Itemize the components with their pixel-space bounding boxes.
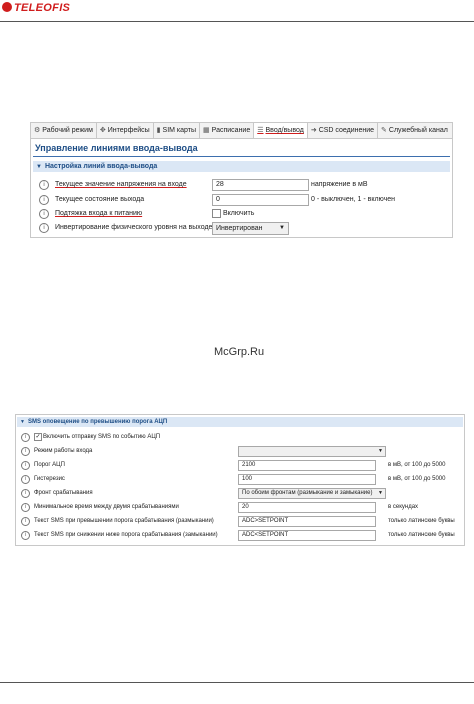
- tab-work-mode[interactable]: [31, 123, 97, 138]
- front-select-value: По обоим фронтам (размыкание и замыкание): [242, 490, 373, 496]
- voltage-row: [31, 179, 452, 192]
- header-rule: [0, 21, 474, 22]
- output-state-note: 0 - выключен, 1 - включен: [311, 196, 396, 203]
- stack-icon: ☰: [257, 127, 264, 134]
- page-header: [0, 0, 474, 22]
- gear-icon: ⚙: [34, 127, 41, 134]
- sms-close-note: только латинские буквы: [388, 532, 455, 538]
- min-time-field[interactable]: 20: [238, 502, 376, 513]
- chevron-down-icon: ▼: [378, 490, 383, 496]
- info-icon: i: [21, 475, 30, 484]
- tab-schedule[interactable]: [200, 123, 254, 138]
- sms-adc-window: [15, 414, 465, 546]
- wrench-icon: ✎: [381, 127, 387, 134]
- info-icon: i: [21, 531, 30, 540]
- logo-text: TELEOFIS: [14, 2, 71, 14]
- hysteresis-note: в мВ, от 100 до 5000: [388, 476, 446, 482]
- section-title: Настройка линий ввода-вывода: [44, 163, 158, 170]
- collapse-triangle-icon: ▼: [20, 419, 25, 425]
- sms-open-row: [16, 516, 464, 528]
- page-title: Управление линиями ввода-вывода: [35, 143, 198, 153]
- mode-label: Режим работы входа: [34, 448, 93, 454]
- section-title: SMS оповещение по превышению порога АЦП: [27, 419, 168, 425]
- invert-label: Инвертирование физического уровня на выходе: [55, 224, 213, 231]
- sms-open-field[interactable]: ADC>SETPOINT: [238, 516, 376, 527]
- info-icon: i: [39, 223, 49, 233]
- output-state-field[interactable]: 0: [212, 194, 309, 206]
- tab-interfaces[interactable]: [97, 123, 154, 138]
- threshold-field[interactable]: 2100: [238, 460, 376, 471]
- enable-sms-row: [16, 432, 464, 444]
- chevron-down-icon: ▼: [279, 225, 285, 231]
- sms-open-label: Текст SMS при превышении порога срабатывания (размыкании): [34, 518, 214, 524]
- sms-close-label: Текст SMS при снижении ниже порога срабатывания (замыкании): [34, 532, 218, 538]
- invert-select-value: Инвертирован: [216, 225, 263, 232]
- output-state-label: Текущее состояние выхода: [55, 196, 145, 203]
- min-time-label: Минимальное время между двумя срабатываниями: [34, 504, 179, 510]
- min-time-note: в секундах: [388, 504, 419, 510]
- tab-label: Служебный канал: [388, 127, 448, 134]
- pullup-label: Подтяжка входа к питанию: [55, 210, 143, 217]
- threshold-row: [16, 460, 464, 472]
- hysteresis-row: [16, 474, 464, 486]
- sms-open-note: только латинские буквы: [388, 518, 455, 524]
- footer-rule: [0, 682, 474, 683]
- info-icon: i: [21, 517, 30, 526]
- pullup-row: [31, 208, 452, 221]
- pullup-checkbox-label: Включить: [223, 210, 255, 217]
- threshold-note: в мВ, от 100 до 5000: [388, 462, 446, 468]
- tab-label: Рабочий режим: [42, 127, 93, 134]
- tab-bar: [31, 123, 452, 139]
- sim-icon: ▮: [156, 127, 161, 134]
- info-icon: i: [39, 180, 49, 190]
- tab-service-channel[interactable]: [378, 123, 451, 138]
- info-icon: i: [21, 461, 30, 470]
- enable-sms-label: Включить отправку SMS по событию АЦП: [43, 434, 161, 440]
- tab-label: Расписание: [211, 127, 251, 134]
- mode-select[interactable]: [238, 446, 386, 457]
- hysteresis-label: Гистерезис: [34, 476, 65, 482]
- invert-row: [31, 222, 452, 235]
- calendar-icon: ▦: [203, 127, 210, 134]
- watermark: McGrp.Ru: [214, 346, 265, 358]
- front-row: [16, 488, 464, 500]
- voltage-field[interactable]: 28: [212, 179, 309, 191]
- enable-sms-checkbox[interactable]: ✓: [35, 434, 41, 440]
- front-label: Фронт срабатывания: [34, 490, 93, 496]
- collapse-triangle-icon: ▼: [36, 164, 42, 170]
- tab-label: Ввод/вывод: [265, 127, 304, 134]
- pullup-checkbox[interactable]: [212, 209, 221, 218]
- io-settings-window: [30, 122, 453, 238]
- tab-label: CSD соединение: [318, 127, 375, 134]
- hysteresis-field[interactable]: 100: [238, 474, 376, 485]
- info-icon: i: [21, 447, 30, 456]
- title-rule: [33, 156, 450, 157]
- front-select[interactable]: [238, 488, 386, 499]
- info-icon: i: [21, 503, 30, 512]
- sms-close-field[interactable]: ADC<SETPOINT: [238, 530, 376, 541]
- voltage-label: Текущее значение напряжения на входе: [55, 181, 187, 188]
- threshold-label: Порог АЦП: [34, 462, 65, 468]
- output-state-row: [31, 194, 452, 207]
- min-time-row: [16, 502, 464, 514]
- chevron-down-icon: ▼: [378, 448, 383, 454]
- sms-close-row: [16, 530, 464, 542]
- invert-select[interactable]: [212, 222, 289, 235]
- info-icon: i: [21, 489, 30, 498]
- section-header[interactable]: [17, 417, 463, 427]
- tab-csd[interactable]: [308, 123, 378, 138]
- voltage-note: напряжение в мВ: [311, 181, 368, 188]
- tab-label: SIM карты: [162, 127, 197, 134]
- info-icon: i: [39, 195, 49, 205]
- brand-logo: [2, 2, 70, 14]
- plug-icon: ✥: [99, 127, 106, 134]
- arrow-icon: ➜: [310, 127, 317, 134]
- mode-row: [16, 446, 464, 458]
- section-header[interactable]: [33, 161, 450, 172]
- tab-sim-cards[interactable]: [154, 123, 200, 138]
- tab-label: Интерфейсы: [107, 127, 150, 134]
- logo-mark-icon: [2, 2, 12, 12]
- info-icon: i: [21, 433, 30, 442]
- info-icon: i: [39, 209, 49, 219]
- tab-io[interactable]: [254, 123, 308, 138]
